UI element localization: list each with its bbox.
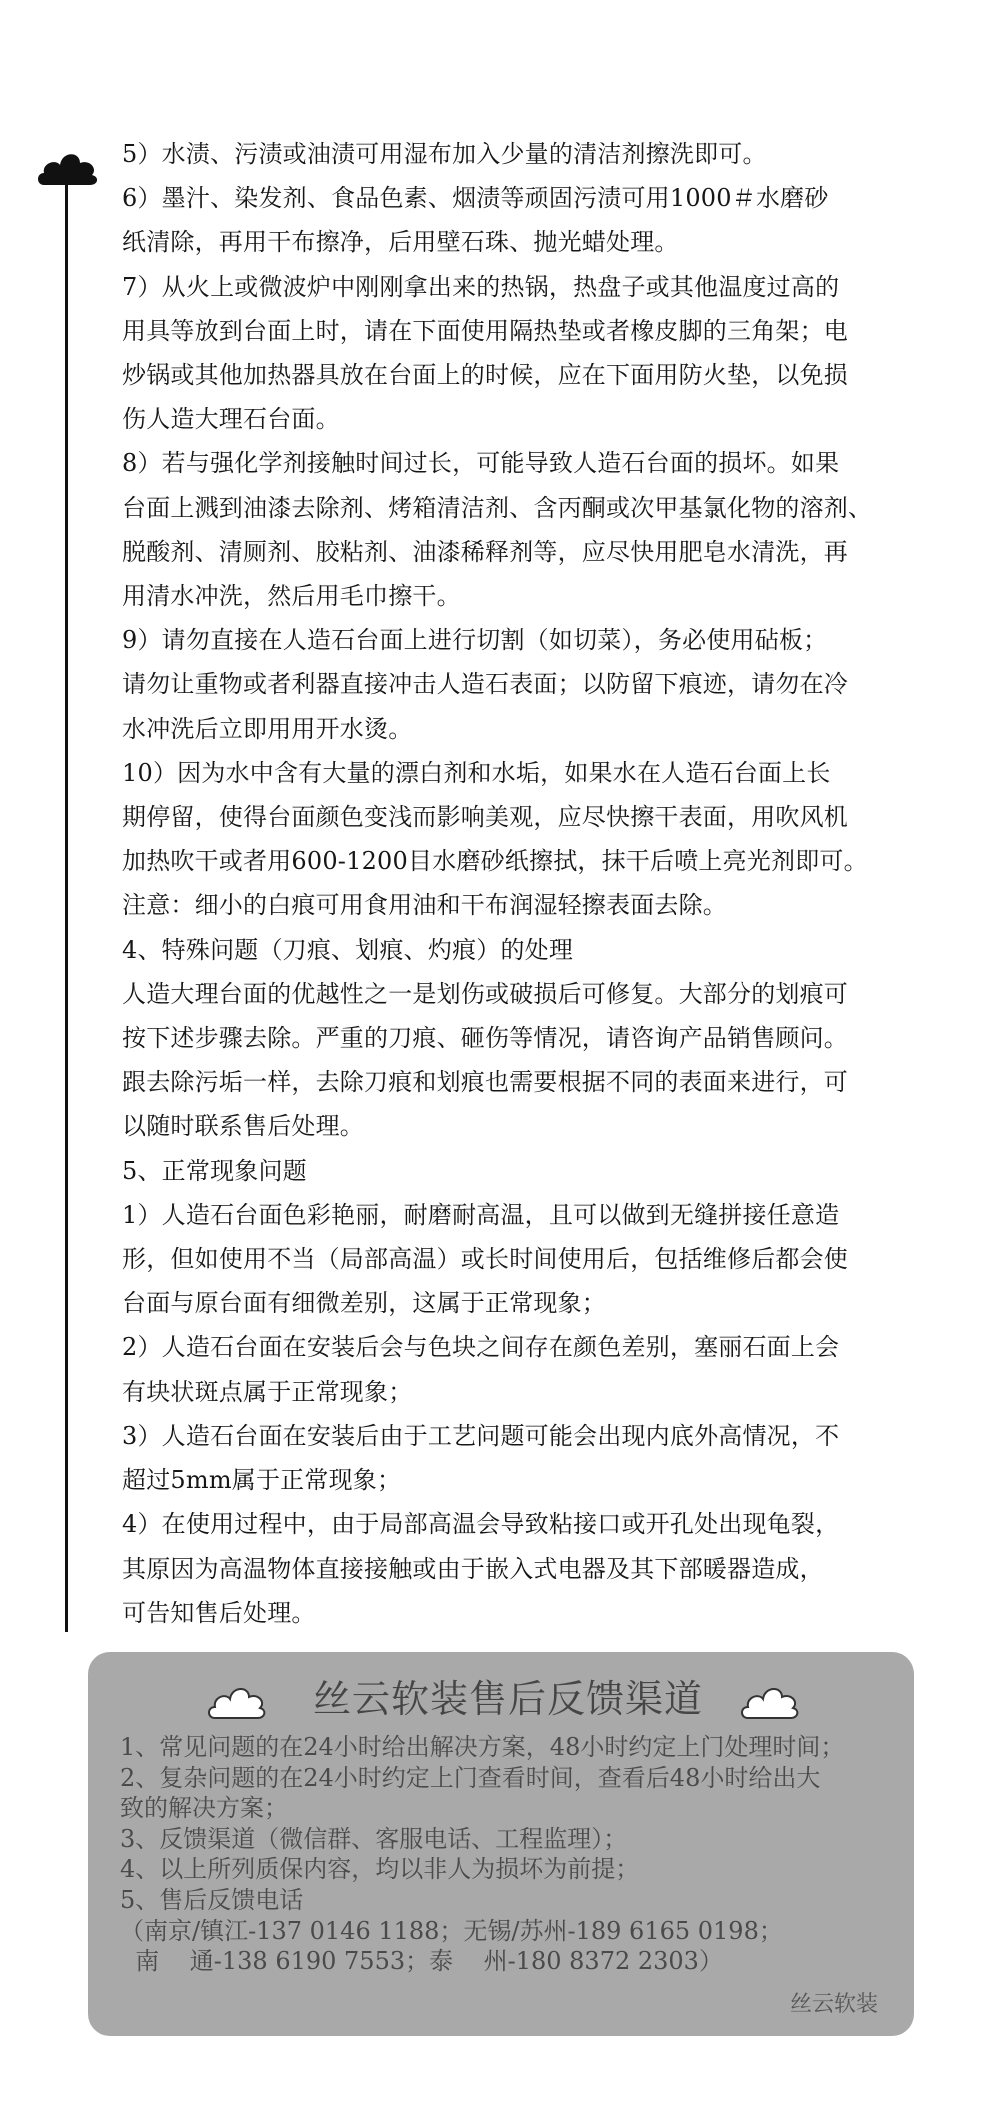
text-line: 形，但如使用不当（局部高温）或长时间使用后，包括维修后都会使 bbox=[122, 1245, 848, 1274]
text-line: 纸清除，再用干布擦净，后用壁石珠、抛光蜡处理。 bbox=[122, 228, 679, 257]
feedback-item: 1、常见问题的在24小时给出解决方案，48小时约定上门处理时间； bbox=[120, 1733, 845, 1761]
text-line: 以随时联系售后处理。 bbox=[122, 1112, 364, 1141]
text-line: 期停留，使得台面颜色变浅而影响美观，应尽快擦干表面，用吹风机 bbox=[122, 803, 848, 832]
feedback-item: 5、售后反馈电话 bbox=[120, 1885, 304, 1914]
text-line: 7）从火上或微波炉中刚刚拿出来的热锅，热盘子或其他温度过高的 bbox=[122, 272, 840, 301]
text-line: 5、正常现象问题 bbox=[122, 1156, 307, 1185]
text-line: 4、特殊问题（刀痕、划痕、灼痕）的处理 bbox=[122, 935, 574, 964]
cloud-icon bbox=[34, 145, 100, 189]
text-line: 请勿让重物或者利器直接冲击人造石表面；以防留下痕迹，请勿在冷 bbox=[122, 670, 848, 699]
text-line: 可告知售后处理。 bbox=[122, 1598, 316, 1627]
text-line: 用清水冲洗，然后用毛巾擦干。 bbox=[122, 582, 461, 611]
feedback-item: 3、反馈渠道（微信群、客服电话、工程监理）； bbox=[120, 1824, 628, 1853]
brand-signature: 丝云软装 bbox=[789, 1992, 878, 2017]
text-line: 5）水渍、污渍或油渍可用湿布加入少量的清洁剂擦洗即可。 bbox=[122, 140, 767, 168]
feedback-box bbox=[88, 1652, 914, 2036]
text-line: 有块状斑点属于正常现象； bbox=[122, 1377, 413, 1406]
text-line: 3）人造石台面在安装后由于工艺问题可能会出现内底外高情况，不 bbox=[122, 1421, 840, 1450]
text-line: 加热吹干或者用600-1200目水磨砂纸擦拭，抹干后喷上亮光剂即可。 bbox=[122, 847, 868, 876]
text-line: 人造大理台面的优越性之一是划伤或破损后可修复。大部分的划痕可 bbox=[122, 979, 848, 1008]
text-line: 6）墨汁、染发剂、食品色素、烟渍等顽固污渍可用1000＃水磨砂 bbox=[122, 184, 829, 213]
text-line: 用具等放到台面上时，请在下面使用隔热垫或者橡皮脚的三角架；电 bbox=[122, 316, 848, 345]
text-line: 脱酸剂、清厕剂、胶粘剂、油漆稀释剂等，应尽快用肥皂水清洗，再 bbox=[122, 537, 848, 566]
text-line: 台面与原台面有细微差别，这属于正常现象； bbox=[122, 1289, 606, 1318]
text-line: 超过5mm属于正常现象； bbox=[122, 1466, 402, 1495]
text-line: 伤人造大理石台面。 bbox=[122, 405, 340, 434]
feedback-item: 2、复杂问题的在24小时约定上门查看时间，查看后48小时给出大 bbox=[120, 1763, 821, 1792]
text-line: 注意：细小的白痕可用食用油和干布润湿轻擦表面去除。 bbox=[122, 891, 727, 920]
text-line: 水冲洗后立即用用开水烫。 bbox=[122, 714, 413, 743]
feedback-item: 4、以上所列质保内容，均以非人为损坏为前提； bbox=[120, 1855, 640, 1884]
cloud-icon bbox=[738, 1680, 800, 1724]
text-line: 按下述步骤去除。严重的刀痕、砸伤等情况，请咨询产品销售顾问。 bbox=[122, 1024, 848, 1053]
feedback-item: （南京/镇江-137 0146 1188；无锡/苏州-189 6165 0198； bbox=[120, 1916, 783, 1945]
text-line: 1）人造石台面色彩艳丽，耐磨耐高温，且可以做到无缝拼接任意造 bbox=[122, 1200, 840, 1229]
text-line: 4）在使用过程中，由于局部高温会导致粘接口或开孔处出现龟裂， bbox=[122, 1510, 840, 1539]
feedback-item: 南 通-138 6190 7553；泰 州-180 8372 2303） bbox=[120, 1947, 723, 1976]
text-line: 2）人造石台面在安装后会与色块之间存在颜色差别，塞丽石面上会 bbox=[122, 1333, 840, 1362]
timeline-line bbox=[65, 172, 68, 1632]
text-line: 10）因为水中含有大量的漂白剂和水垢，如果水在人造石台面上长 bbox=[122, 758, 831, 787]
text-line: 其原因为高温物体直接接触或由于嵌入式电器及其下部暖器造成， bbox=[122, 1554, 824, 1583]
text-line: 8）若与强化学剂接触时间过长，可能导致人造石台面的损坏。如果 bbox=[122, 449, 840, 478]
feedback-list bbox=[120, 1732, 900, 1977]
text-line: 炒锅或其他加热器具放在台面上的时候，应在下面用防火垫，以免损 bbox=[122, 361, 848, 390]
feedback-title-row bbox=[88, 1672, 914, 1728]
text-line: 台面上溅到油漆去除剂、烤箱清洁剂、含丙酮或次甲基氯化物的溶剂、 bbox=[122, 493, 873, 522]
text-line: 9）请勿直接在人造石台面上进行切割（如切菜），务必使用砧板； bbox=[122, 626, 828, 655]
feedback-title: 丝云软装售后反馈渠道 bbox=[312, 1677, 703, 1721]
feedback-item: 致的解决方案； bbox=[120, 1794, 288, 1823]
cloud-icon bbox=[205, 1680, 267, 1724]
text-line: 跟去除污垢一样，去除刀痕和划痕也需要根据不同的表面来进行，可 bbox=[122, 1068, 848, 1097]
care-instructions bbox=[122, 132, 922, 1635]
